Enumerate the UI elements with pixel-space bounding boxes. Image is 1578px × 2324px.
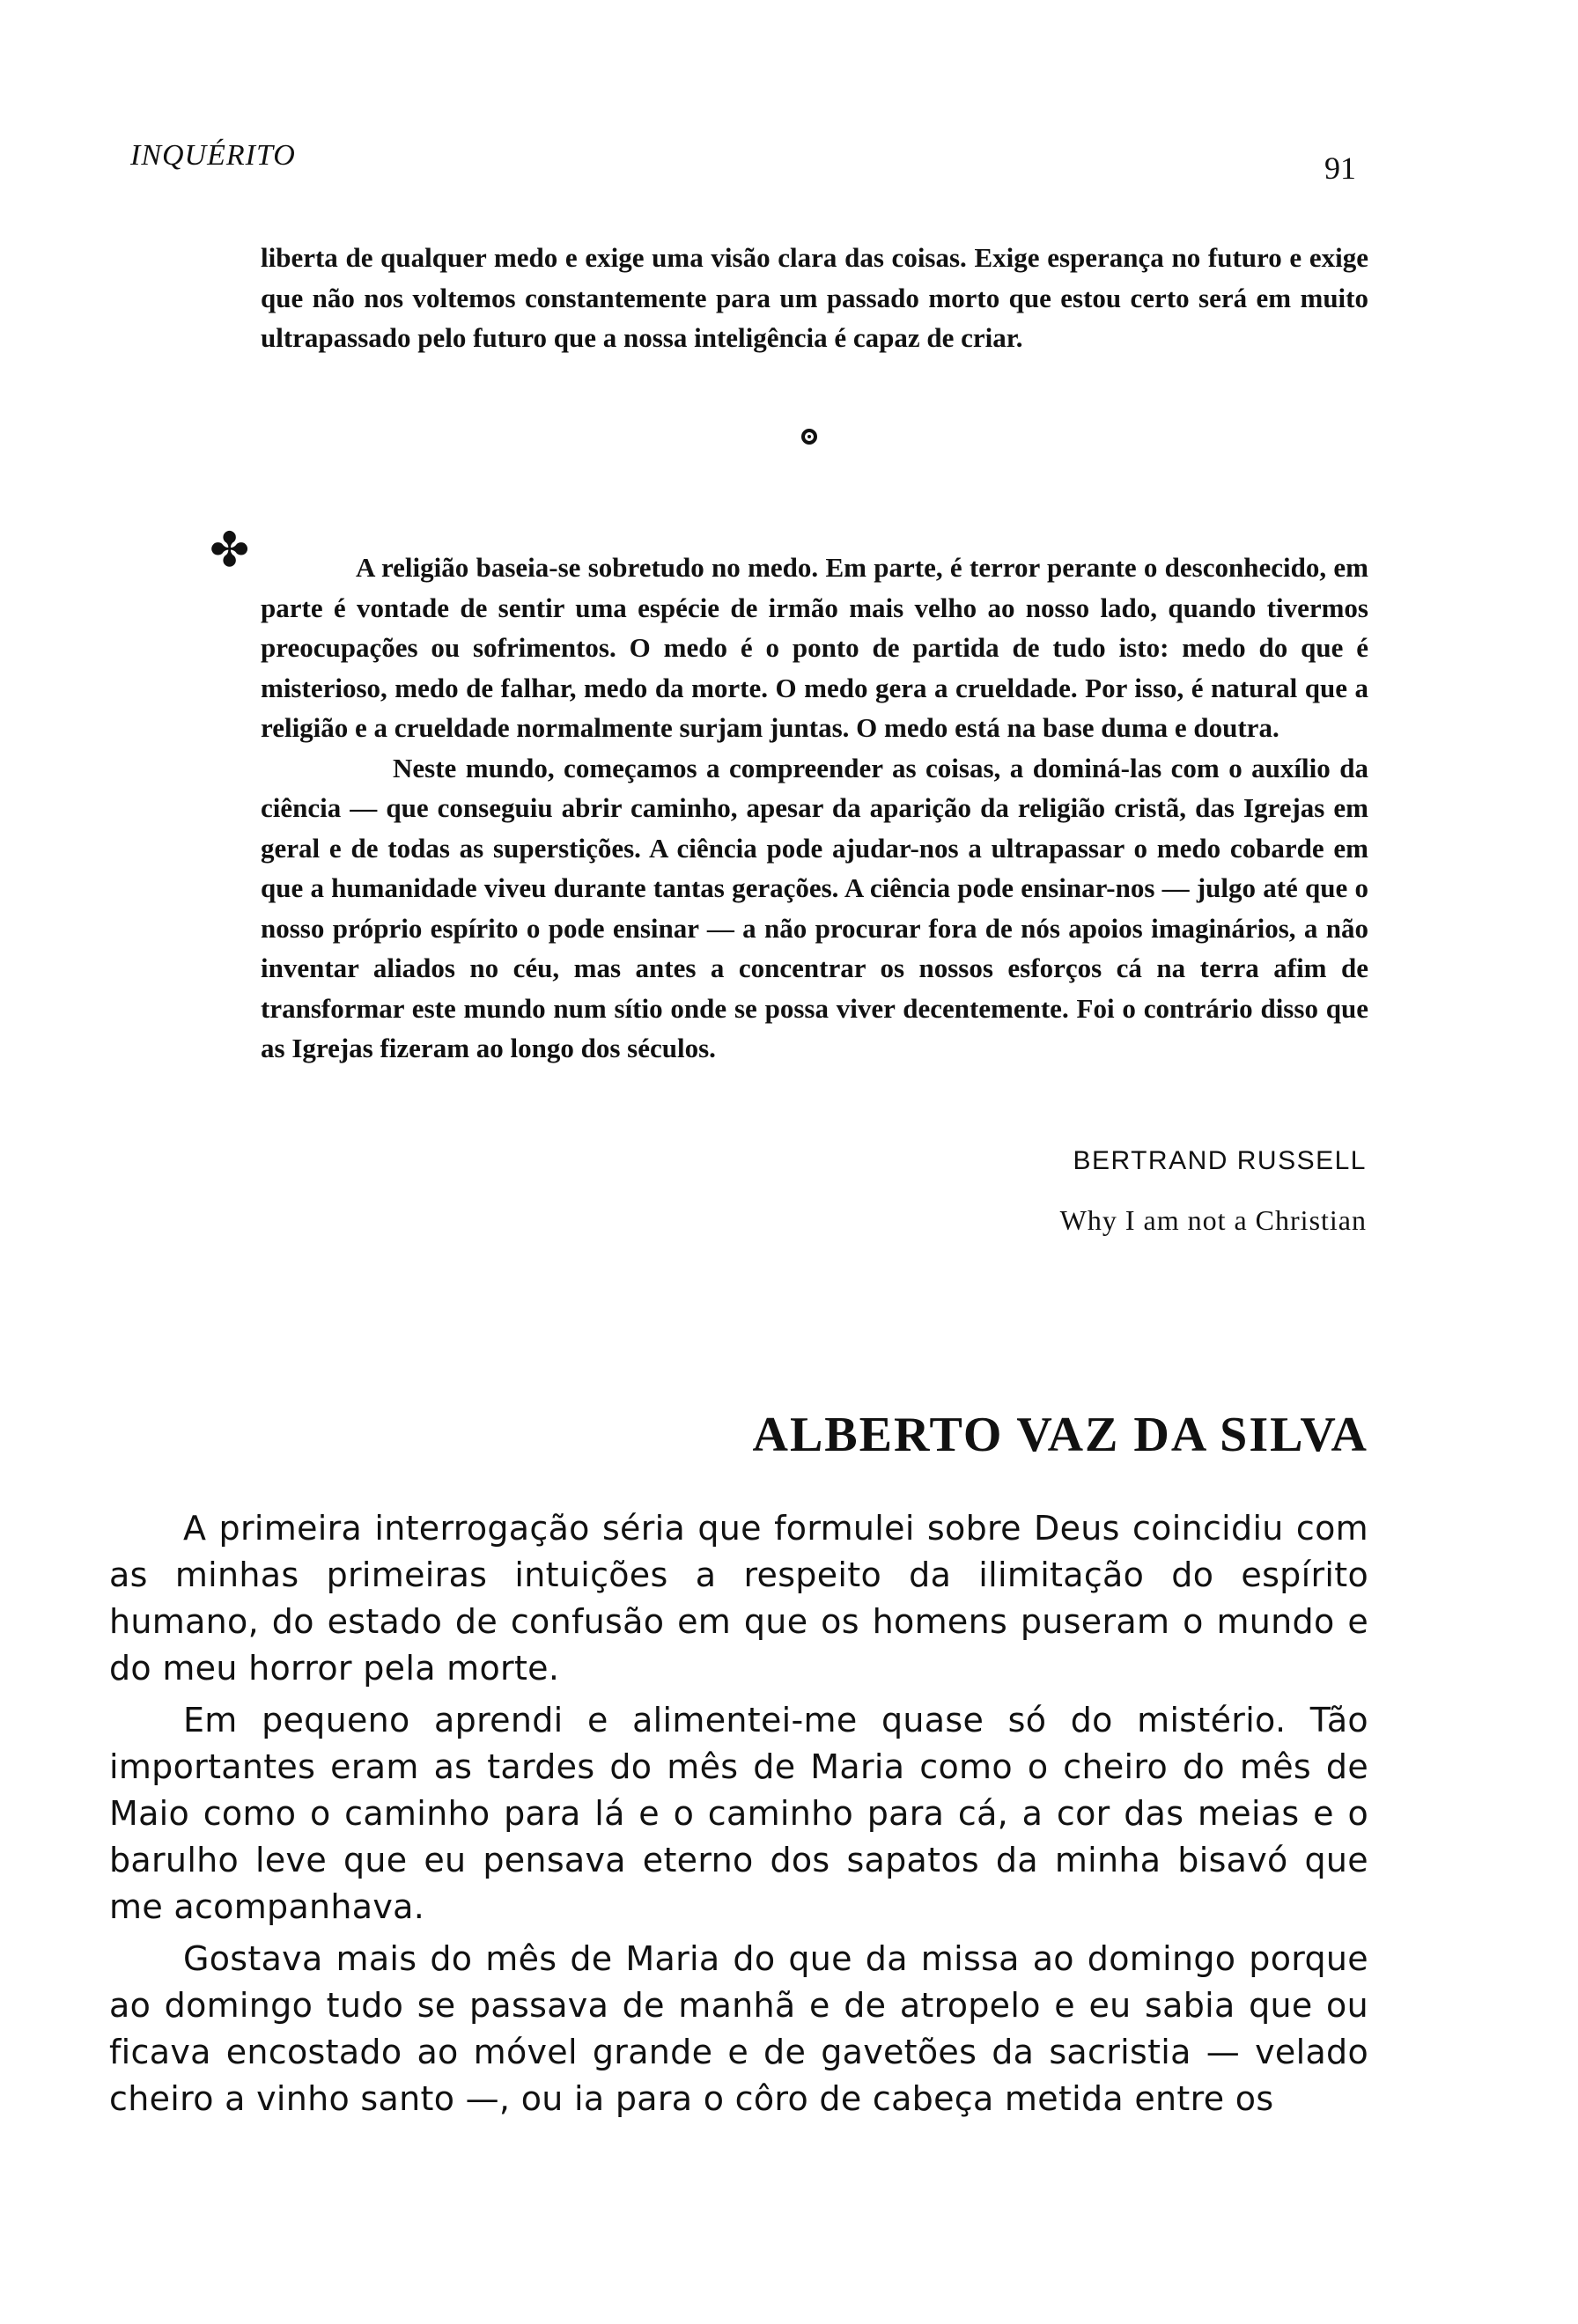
section-title: ALBERTO VAZ DA SILVA bbox=[752, 1408, 1368, 1462]
quote-paragraph: Neste mundo, começamos a compreender as coisas, a dominá-las com o auxílio da ciência — que conseguiu abrir caminho, apesar da aparição da religião cristã, das Igrejas em geral e de todas as superstições. A ciência pode ajudar-nos a ultrapassar o medo cobarde em que a humanidade viveu durante tantas gerações. A ciência pode ensinar-nos — julgo até que o nosso próprio espírito o pode ensinar — a não procurar fora de nós apoios imaginários, a não inventar aliados no céu, mas antes a concentrar os nossos esforços cá na terra afim de transformar este mundo num sítio onde se possa viver decentemente. Foi o contrário disso que as Igrejas fizeram ao longo dos séculos. bbox=[261, 752, 1368, 1063]
body-paragraph: Gostava mais do mês de Maria do que da missa ao domingo porque ao domingo tudo se passava de manhã e de atropelo e eu sabia que ou ficava encostado ao móvel grande e de gavetões da sacristia — velado cheiro a vinho santo —, ou ia para o côro de cabeça metida entre os bbox=[109, 1939, 1368, 2118]
quote-author: BERTRAND RUSSELL bbox=[1073, 1146, 1367, 1175]
body-paragraph: A primeira interrogação séria que formulei sobre Deus coincidiu com as minhas primeiras intuições a respeito da ilimitação do espírito humano, do estado de confusão em que os homens puseram o mundo e do meu horror pela morte. bbox=[109, 1509, 1368, 1688]
body-paragraph: Em pequeno aprendi e alimentei-me quase só do mistério. Tão importantes eram as tardes do mês de Maria como o cheiro do mês de Maio como o caminho para lá e o caminho para cá, a cor das meias e o barulho leve que eu pensava eterno dos sapatos da minha bisavó que me acompanhava. bbox=[109, 1701, 1368, 1926]
section-ornament-icon bbox=[801, 429, 817, 445]
quote-paragraph: liberta de qualquer medo e exige uma visão clara das coisas. Exige esperança no futuro e exige que não nos voltemos constantemente para um passado morto que estou certo será em muito ultrapassado pelo futuro que a nossa inteligência é capaz de criar. bbox=[261, 242, 1368, 353]
quote-part-1 bbox=[261, 238, 1368, 358]
quote-part-2 bbox=[261, 548, 1368, 1069]
page-number: 91 bbox=[1324, 151, 1356, 186]
quote-work-title: Why I am not a Christian bbox=[1059, 1204, 1367, 1236]
section-body bbox=[109, 1505, 1368, 2128]
running-title: INQUÉRITO bbox=[130, 139, 296, 172]
margin-mark-icon: ✤ bbox=[210, 524, 250, 577]
quote-paragraph: A religião baseia-se sobretudo no medo. Em parte, é terror perante o desconhecido, em parte é vontade de sentir uma espécie de irmão mais velho ao nosso lado, quando tivermos preocupações ou sofrimentos. O medo é o ponto de partida de tudo isto: medo do que é misterioso, medo de falhar, medo da morte. O medo gera a crueldade. Por isso, é natural que a religião e a crueldade normalmente surjam juntas. O medo está na base duma e doutra. bbox=[261, 552, 1368, 743]
